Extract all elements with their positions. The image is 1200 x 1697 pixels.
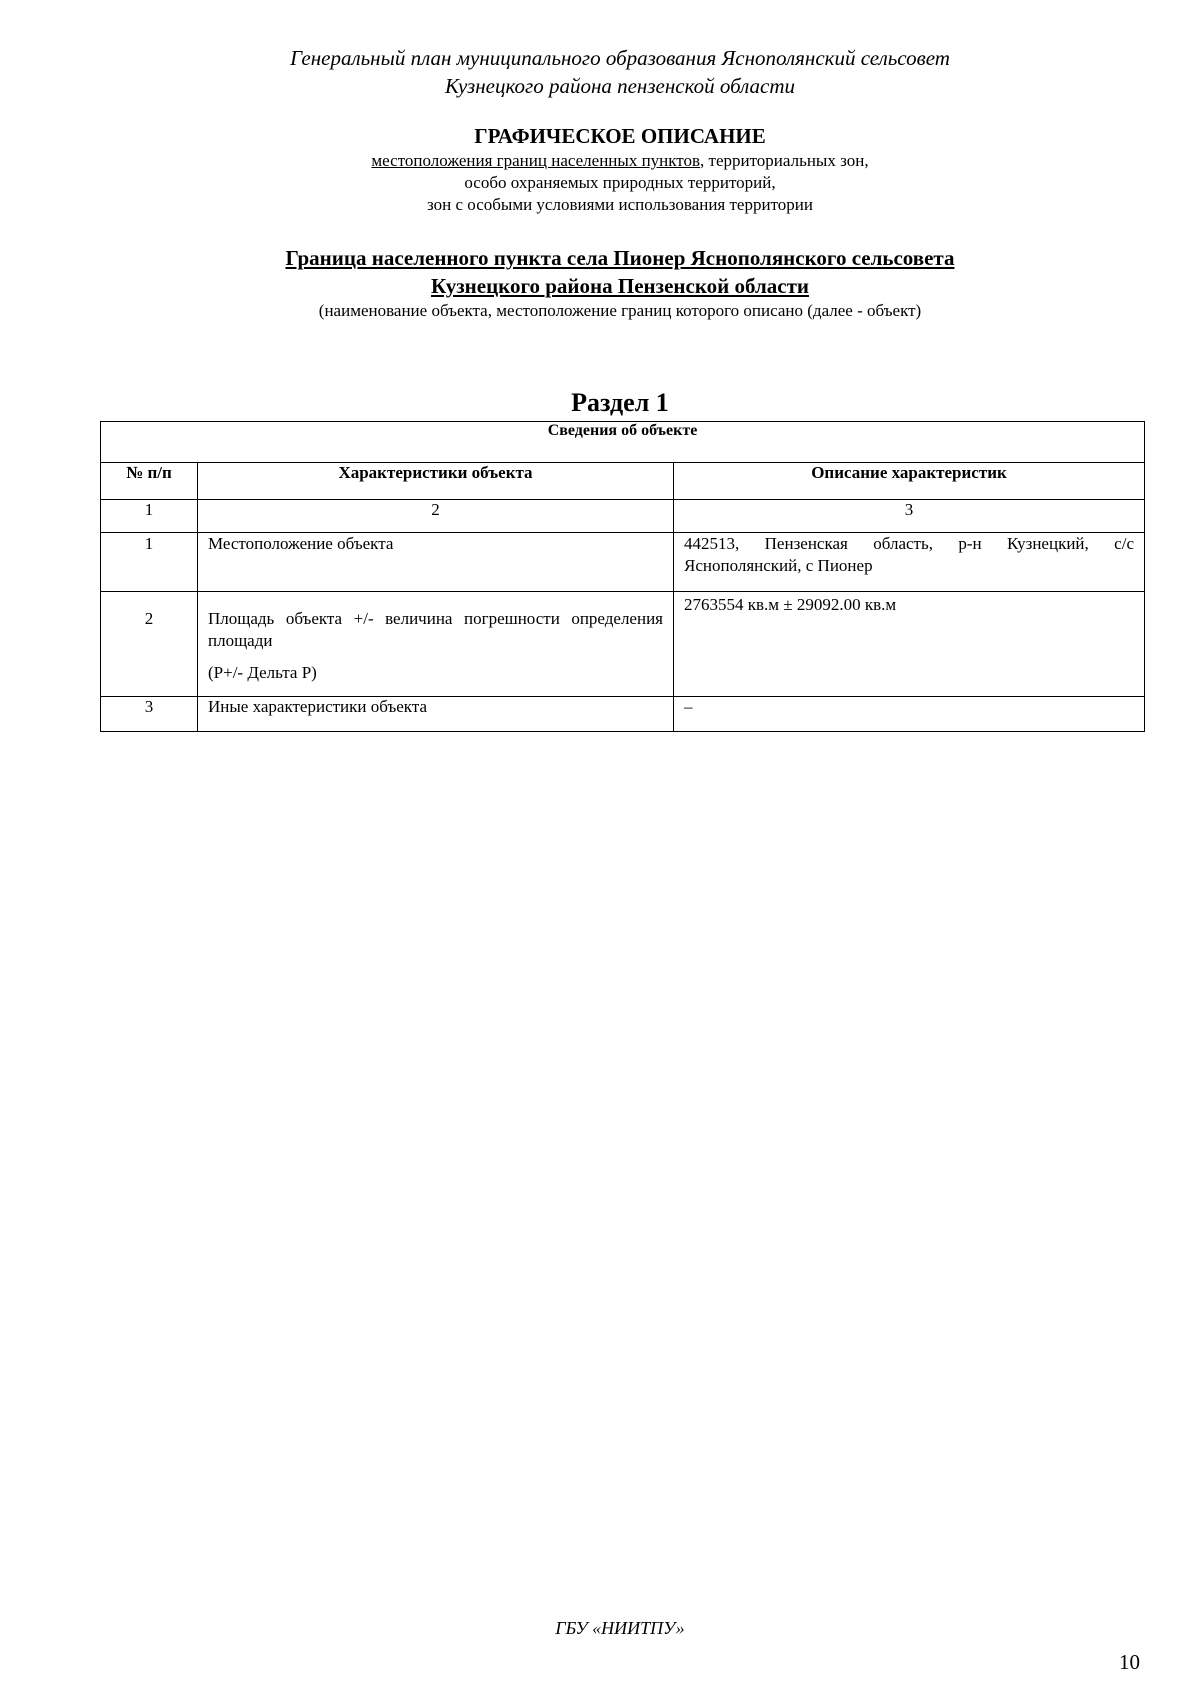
table-caption-row <box>101 422 1145 463</box>
table-caption: Сведения об объекте <box>101 422 1145 463</box>
header-line-2: Кузнецкого района пензенской области <box>444 74 796 98</box>
subtitle-line-3: зон с особыми условиями использования территории <box>427 195 813 214</box>
header-line-1: Генеральный план муниципального образования Яснополянский сельсовет <box>290 46 950 70</box>
row-characteristic: Площадь объекта +/- величина погрешности определения площади <box>208 609 663 650</box>
subtitle-line-2: особо охраняемых природных территорий, <box>464 173 776 192</box>
page-number: 10 <box>1119 1650 1140 1674</box>
row-value: 2763554 кв.м ± 29092.00 кв.м <box>674 592 1145 697</box>
table-row <box>101 533 1145 592</box>
row-characteristic-note: (P+/- Дельта P) <box>208 663 317 682</box>
document-subtitle <box>0 150 1200 216</box>
header-num: № п/п <box>101 463 198 500</box>
table-row <box>101 592 1145 697</box>
table-row <box>101 697 1145 732</box>
subtitle-line-1 <box>0 150 1200 172</box>
header-description: Описание характеристик <box>674 463 1145 500</box>
row-characteristic: Иные характеристики объекта <box>198 697 674 732</box>
column-number: 2 <box>198 500 674 533</box>
object-title-line-2: Кузнецкого района Пензенской области <box>431 274 809 298</box>
object-title-line-1: Граница населенного пункта села Пионер Яснополянского сельсовета <box>285 246 955 270</box>
column-number: 1 <box>101 500 198 533</box>
row-characteristic: Местоположение объекта <box>198 533 674 592</box>
row-value: – <box>674 697 1145 732</box>
row-value: 442513, Пензенская область, р-н Кузнецкий, с/с Яснополянский, с Пионер <box>674 533 1145 592</box>
subtitle-rest-part: , территориальных зон, <box>700 151 869 170</box>
row-number: 2 <box>101 592 198 697</box>
row-number: 1 <box>101 533 198 592</box>
subtitle-underlined-part: местоположения границ населенных пунктов <box>371 151 701 170</box>
header-characteristics: Характеристики объекта <box>198 463 674 500</box>
table-header-row <box>101 463 1145 500</box>
object-info-table <box>100 421 1145 732</box>
document-header <box>0 44 1200 100</box>
section-title: Раздел 1 <box>571 388 669 417</box>
object-caption: (наименование объекта, местоположение границ которого описано (далее - объект) <box>318 301 922 320</box>
document-type-title: ГРАФИЧЕСКОЕ ОПИСАНИЕ <box>474 124 766 148</box>
row-number: 3 <box>101 697 198 732</box>
footer-organization: ГБУ «НИИТПУ» <box>555 1618 685 1638</box>
object-title <box>0 244 1200 300</box>
column-number: 3 <box>674 500 1145 533</box>
row-characteristic-cell <box>198 592 674 697</box>
column-number-row <box>101 500 1145 533</box>
